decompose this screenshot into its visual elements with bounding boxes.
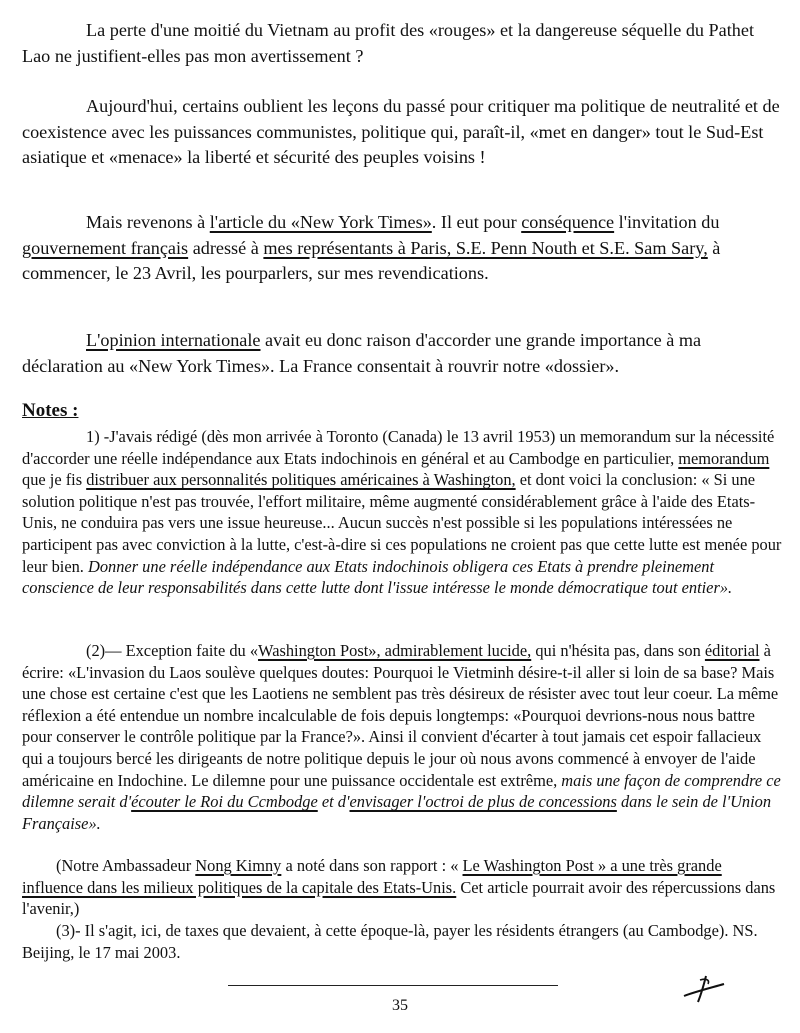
underlined-phrase: l'article du «New York Times» — [209, 212, 432, 232]
underlined-phrase: Washington Post», admirablement lucide, — [258, 641, 532, 660]
underlined-phrase: conséquence — [521, 212, 615, 232]
paragraph-4: L'opinion internationale avait eu donc raison d'accorder une grande importance à ma déclaration au «New York Times». La France consentait à rouvrir notre «dossier». — [22, 330, 702, 376]
page-number: 35 — [392, 997, 408, 1014]
underlined-phrase: distribuer aux personnalités politiques américaines à Washington, — [86, 470, 516, 490]
underlined-phrase: mes représentants à Paris, S.E. Penn Nouth et S.E. Sam Sary, — [263, 237, 708, 258]
note-3: (3)- Il s'agit, ici, de taxes que devaient, à cette époque-là, payer les résidents étrangers (au Cambodge). NS. Beijing, le 17 mai 2003. — [22, 921, 758, 962]
underlined-phrase: envisager l'octroi de plus de concessions — [349, 792, 617, 812]
note-2-ambassador: (Notre Ambassadeur Nong Kimny a noté dans son rapport : « Le Washington Post » a une très grande influence dans les milieux politiques de la capitale des Etats-Unis. Cet article pourrait avoir des répercussions dans l'avenir,) — [22, 856, 776, 919]
paragraph-3: Mais revenons à l'article du «New York Times». Il eut pour conséquence l'invitation du gouvernement français adressé à mes représentants à Paris, S.E. Penn Nouth et S.E. Sam Sary, à commencer, le 23 Avril, les pourparlers, sur mes revendications. — [22, 212, 721, 283]
footer-divider — [228, 985, 558, 986]
notes-heading: Notes : — [22, 400, 79, 421]
underlined-phrase: memorandum — [678, 448, 770, 468]
underlined-phrase: L'opinion internationale — [86, 330, 261, 350]
underlined-phrase: Nong Kimny — [195, 856, 282, 875]
note-2: (2)— Exception faite du «Washington Post», admirablement lucide, qui n'hésita pas, dans son éditorial à écrire: «L'invasion du Laos soulève quelques doutes: Pourquoi le Vietminh désire-t-il aller si loin de sa base? Mais une chose est certaine c'est que les Laotiens ne semblent pas très désireux de résister avec tout leur coeur. La même réflexion a été entendue un nombre incalculable de fois depuis longtemps: «Pourquoi devrions-nous nous battre pour conserver le contrôle politique par la France?». Ainsi il convient d'écarter à tout jamais cet espoir fallacieux qui a toujours bercé les dirigeants de notre politique depuis le jour où nous avons commencé à envoyer de l'aide américaine en Indochine. Le dilemne pour une puissance occidentale est extrême, mais une façon de comprendre ce dilemne serait d'écouter le Roi du Ccmbodge et d'envisager l'octroi de plus de concessions dans le sein de l'Union Française». — [22, 641, 781, 833]
underlined-phrase: gouvernement français — [22, 237, 189, 258]
underlined-phrase: éditorial — [704, 641, 760, 660]
underlined-phrase: Le Washington Post » a une très grande influence dans les milieux politiques de la capitale des Etats-Unis. — [22, 856, 722, 897]
paragraph-2: Aujourd'hui, certains oublient les leçons du passé pour critiquer ma politique de neutralité et de coexistence avec les puissances communistes, politique qui, paraît-il, «met en danger» tout le Sud-Est asiatique et «menace» la liberté et sécurité des peuples voisins ! — [22, 96, 780, 167]
paragraph-1: La perte d'une moitié du Vietnam au profit des «rouges» et la dangereuse séquelle du Pathet Lao ne justifient-elles pas mon avertissement ? — [22, 20, 755, 66]
underlined-phrase: écouter le Roi du Ccmbodge — [131, 792, 318, 812]
note-1: 1) -J'avais rédigé (dès mon arrivée à Toronto (Canada) le 13 avril 1953) un memorandum sur la nécessité d'accorder une réelle indépendance aux Etats indochinois en général et au Cambodge en particulier, memorandum que je fis distribuer aux personnalités politiques américaines à Washington, et dont voici la conclusion: « Si une solution politique n'est pas trouvée, l'effort militaire, même augmenté considérablement grâce à l'aide des Etats-Unis, ne conduira pas vers une issue heureuse... Aucun succès n'est possible si les populations intéressées ne participent pas avec conviction à la lutte, c'est-à-dire si ces populations ne croient pas que cette lutte est menée pour leur bien. Donner une réelle indépendance aux Etats indochinois obligera ces Etats à prendre pleinement conscience de leur responsabilités dans cette lutte dont l'issue intéresse le monde démocratique tout entier». — [22, 427, 782, 598]
